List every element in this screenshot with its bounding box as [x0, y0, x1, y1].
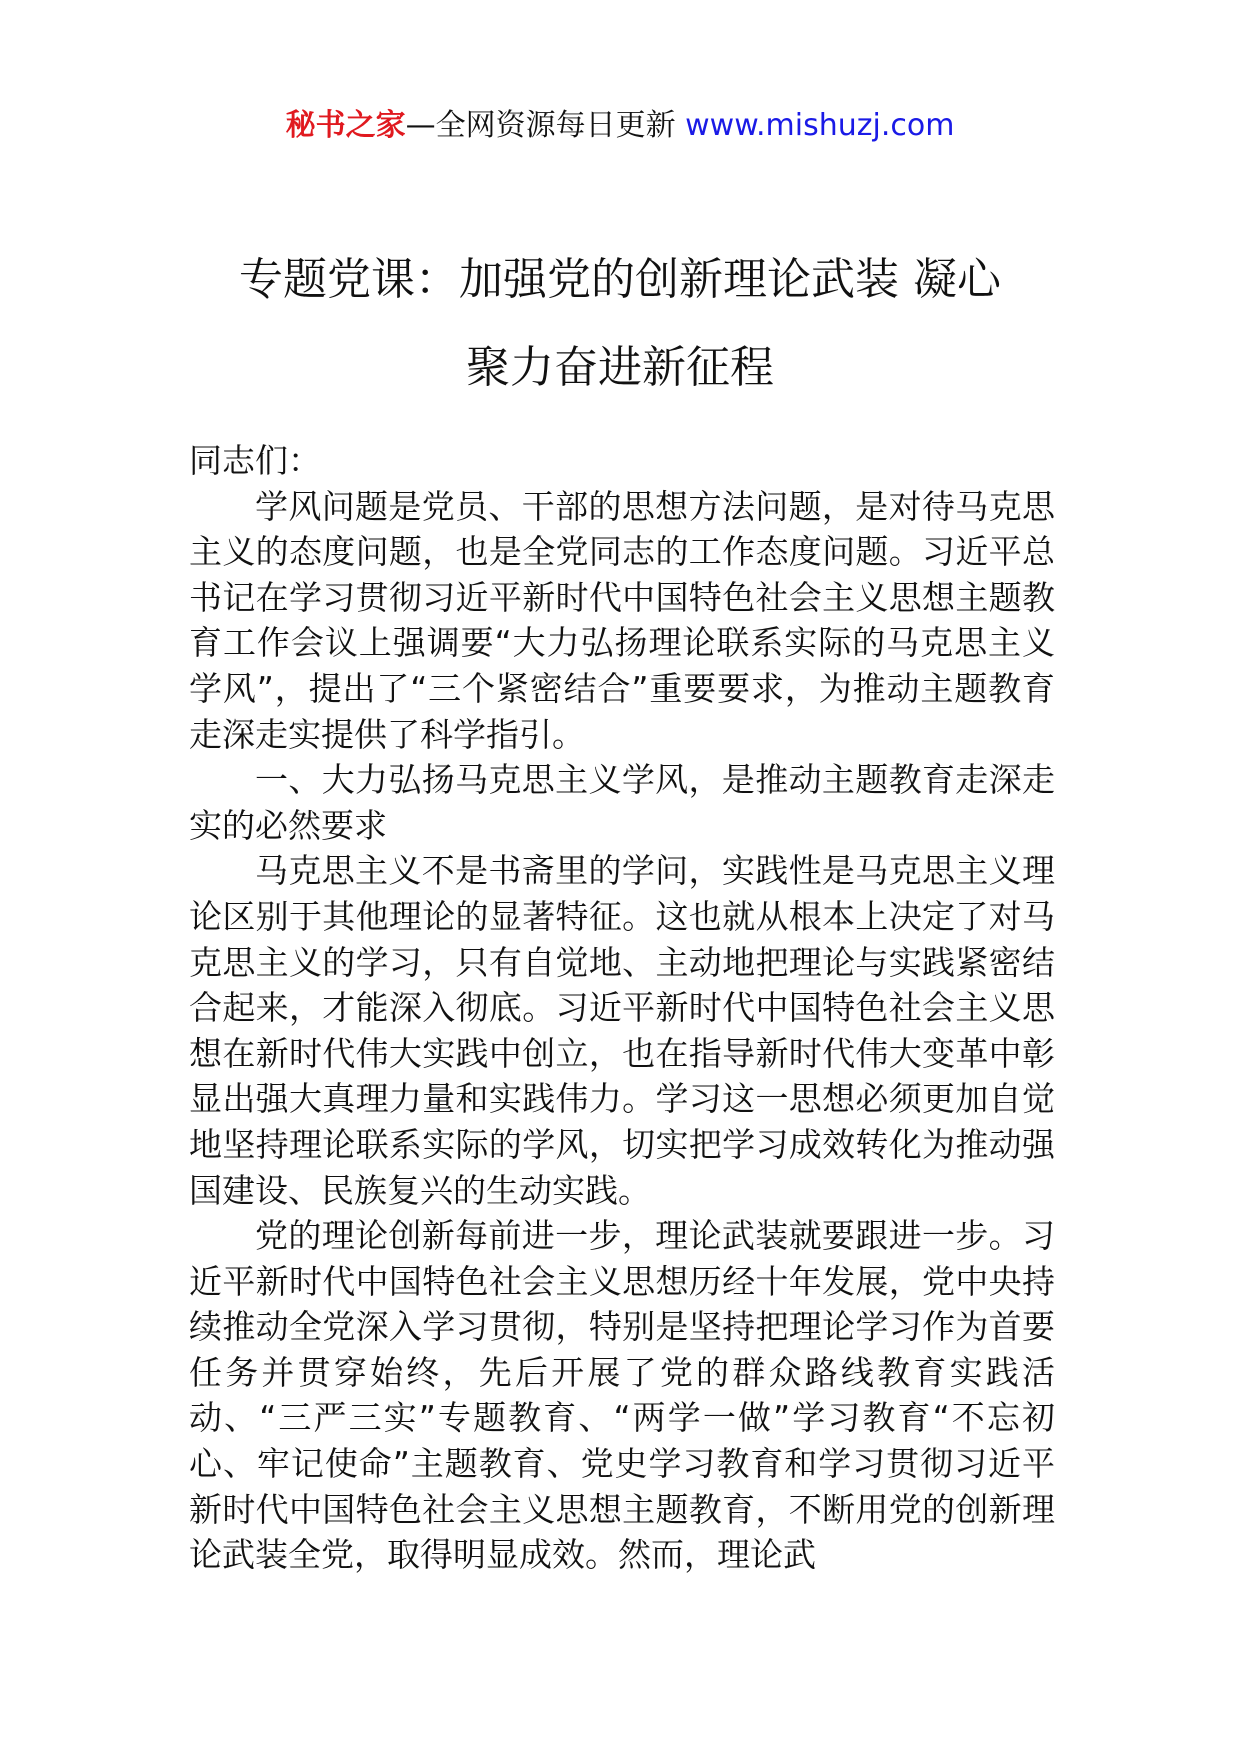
- site-slogan: —全网资源每日更新: [405, 108, 676, 143]
- paragraph-3: 党的理论创新每前进一步，理论武装就要跟进一步。习近平新时代中国特色社会主义思想历经十年发展，党中央持续推动全党深入学习贯彻，特别是坚持把理论学习作为首要任务并贯穿始终，先后开展了党的群众路线教育实践活动、“三严三实”专题教育、“两学一做”学习教育“不忘初心、牢记使命”主题教育、党史学习教育和学习贯彻习近平新时代中国特色社会主义思想主题教育，不断用党的创新理论武装全党，取得明显成效。然而，理论武: [189, 1216, 1055, 1575]
- site-url-link[interactable]: www.mishuzj.com: [685, 108, 955, 143]
- document-title: [0, 236, 1240, 412]
- site-brand: 秘书之家: [285, 108, 406, 143]
- document-body: [189, 438, 1055, 1578]
- section-heading-1: 一、大力弘扬马克思主义学风，是推动主题教育走深走实的必然要求: [189, 760, 1055, 845]
- title-line-2: 聚力奋进新征程: [466, 342, 774, 393]
- salutation: 同志们：: [189, 441, 321, 480]
- title-line-1: 专题党课：加强党的创新理论武装 凝心: [239, 254, 1001, 305]
- site-header: [0, 104, 1240, 148]
- paragraph-1: 学风问题是党员、干部的思想方法问题，是对待马克思主义的态度问题，也是全党同志的工作态度问题。习近平总书记在学习贯彻习近平新时代中国特色社会主义思想主题教育工作会议上强调要“大力弘扬理论联系实际的马克思主义学风”，提出了“三个紧密结合”重要要求，为推动主题教育走深走实提供了科学指引。: [189, 486, 1055, 754]
- paragraph-2: 马克思主义不是书斋里的学问，实践性是马克思主义理论区别于其他理论的显著特征。这也就从根本上决定了对马克思主义的学习，只有自觉地、主动地把理论与实践紧密结合起来，才能深入彻底。习近平新时代中国特色社会主义思想在新时代伟大实践中创立，也在指导新时代伟大变革中彰显出强大真理力量和实践伟力。学习这一思想必须更加自觉地坚持理论联系实际的学风，切实把学习成效转化为推动强国建设、民族复兴的生动实践。: [189, 851, 1055, 1210]
